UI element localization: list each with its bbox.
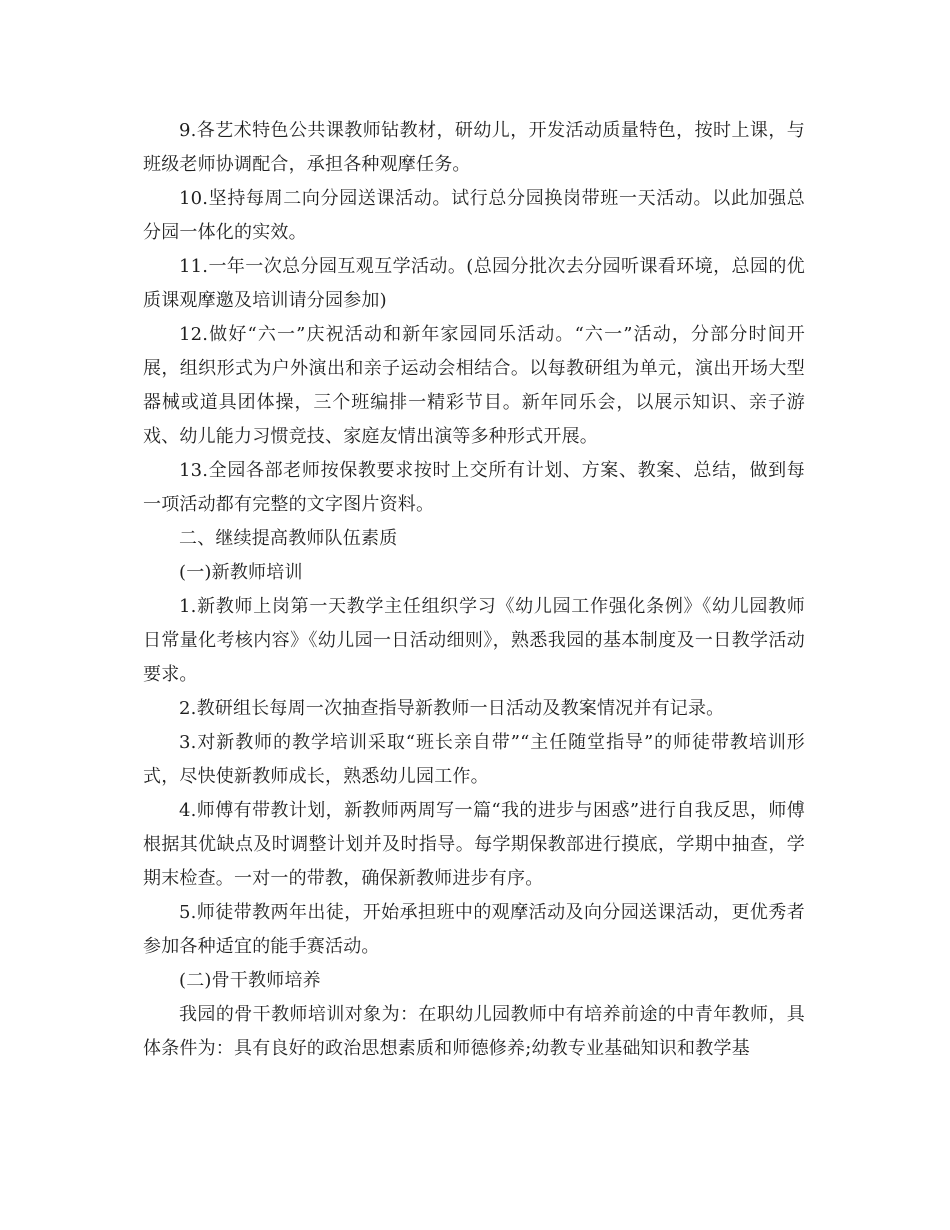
training-item-1: 1.新教师上岗第一天教学主任组织学习《幼儿园工作强化条例》《幼儿园教师日常量化考核内容》《幼儿园一日活动细则》，熟悉我园的基本制度及一日教学活动要求。 (143, 596, 805, 685)
subsection-heading-new-teacher-training: (一)新教师培训 (179, 562, 303, 583)
training-item-2: 2.教研组长每周一次抽查指导新教师一日活动及教案情况并有记录。 (179, 698, 725, 719)
backbone-teacher-paragraph: 我园的骨干教师培训对象为：在职幼儿园教师中有培养前途的中青年教师，具体条件为：具有良好的政治思想素质和师德修养;幼教专业基础知识和教学基 (143, 1004, 805, 1059)
document-body (143, 114, 805, 1066)
training-item-5: 5.师徒带教两年出徒，开始承担班中的观摩活动及向分园送课活动，更优秀者参加各种适宜的能手赛活动。 (143, 902, 805, 957)
training-item-4: 4.师傅有带教计划，新教师两周写一篇“我的进步与困惑”进行自我反思，师傅根据其优缺点及时调整计划并及时指导。每学期保教部进行摸底，学期中抽查，学期末检查。一对一的带教，确保新教师进步有序。 (143, 800, 805, 889)
paragraph-item-12: 12.做好“六一”庆祝活动和新年家园同乐活动。“六一”活动，分部分时间开展，组织形式为户外演出和亲子运动会相结合。以每教研组为单元，演出开场大型器械或道具团体操，三个班编排一精彩节目。新年同乐会，以展示知识、亲子游戏、幼儿能力习惯竞技、家庭友情出演等多种形式开展。 (143, 324, 805, 447)
paragraph-item-11: 11.一年一次总分园互观互学活动。(总园分批次去分园听课看环境，总园的优质课观摩邀及培训请分园参加) (143, 256, 805, 311)
paragraph-item-13: 13.全园各部老师按保教要求按时上交所有计划、方案、教案、总结，做到每一项活动都有完整的文字图片资料。 (143, 460, 805, 515)
paragraph-item-9: 9.各艺术特色公共课教师钻教材，研幼儿，开发活动质量特色，按时上课，与班级老师协调配合，承担各种观摩任务。 (143, 120, 805, 175)
paragraph-item-10: 10.坚持每周二向分园送课活动。试行总分园换岗带班一天活动。以此加强总分园一体化的实效。 (143, 188, 805, 243)
training-item-3: 3.对新教师的教学培训采取“班长亲自带”“主任随堂指导”的师徒带教培训形式，尽快使新教师成长，熟悉幼儿园工作。 (143, 732, 805, 787)
section-heading-teacher-quality: 二、继续提高教师队伍素质 (179, 528, 398, 549)
subsection-heading-backbone-teacher-cultivation: (二)骨干教师培养 (179, 970, 321, 991)
